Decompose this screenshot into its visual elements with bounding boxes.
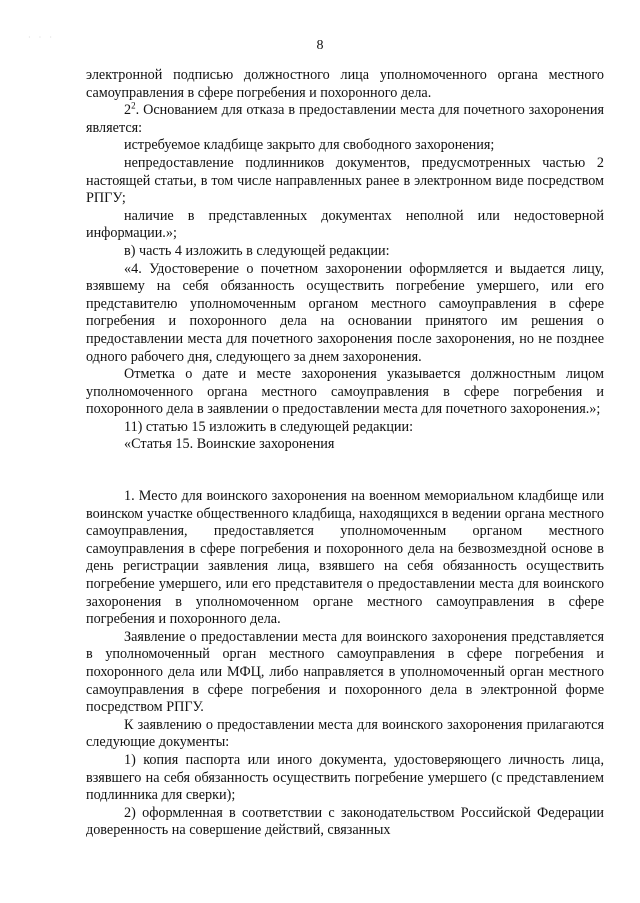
paragraph-article-2-2 [86, 102, 604, 137]
paragraph-part-4-text: «4. Удостоверение о почетном захоронении оформляется и выдается лицу, взявшему на себя обязанность осуществить погребение умершего, или его представителю уполномоченным органом местного самоуправления в сфере погребения и похоронного дела на основании принятого им решения о предоставлении места для почетного захоронения после захоронения, но не позднее одного рабочего дня, следующего за днем захоронения. [86, 260, 604, 365]
paragraph-application-submission: Заявление о предоставлении места для воинского захоронения представляется в уполномоченный орган местного самоуправления в сфере погребения и похоронного дела или МФЦ, либо направляется в уполномоченный орган местного самоуправления в сфере погребения и похоронного дела в электронной форме посредством РПГУ. [86, 628, 604, 716]
paragraph-article-15-part-1: 1. Место для воинского захоронения на военном мемориальном кладбище или воинском участке общественного кладбища, находящихся в ведении органа местного самоуправления, предоставляется уполномоченным органом местного самоуправления в сфере погребения и похоронного дела на безвозмездной основе в день регистрации заявления лица, взявшего на себя обязанность осуществить погребение умершего, или его представителя о предоставлении места для воинского захоронения в уполномоченном органе местного самоуправления в сфере погребения и похоронного дела. [86, 488, 604, 628]
section-gap [86, 454, 604, 488]
paragraph-amendment-part-4: в) часть 4 изложить в следующей редакции: [124, 242, 390, 259]
paragraph-attached-documents: К заявлению о предоставлении места для воинского захоронения прилагаются следующие документы: [86, 716, 604, 751]
clause-superscript: 2 [131, 100, 136, 111]
paragraph-refusal-reason-1: истребуемое кладбище закрыто для свободного захоронения; [124, 137, 495, 154]
article-15-heading: «Статья 15. Воинские захоронения [124, 436, 335, 453]
paragraph-amendment-article-15: 11) статью 15 изложить в следующей редакции: [124, 418, 414, 435]
paragraph-refusal-reason-3: наличие в представленных документах неполной или недостоверной информации.»; [86, 207, 604, 242]
paragraph-refusal-reason-2: непредоставление подлинников документов, предусмотренных частью 2 настоящей статьи, в том числе направленных ранее в электронном виде посредством РПГУ; [86, 154, 604, 207]
paragraph-burial-mark: Отметка о дате и месте захоронения указывается должностным лицом уполномоченного органа местного самоуправления в сфере погребения и похоронного дела в заявлении о предоставлении места для почетного захоронения.»; [86, 366, 604, 418]
scan-artifact: · · · [28, 33, 55, 42]
list-item-passport-copy: 1) копия паспорта или иного документа, удостоверяющего личность лица, взявшего на себя обязанность осуществить погребение умершего (с представлением подлинника для сверки); [86, 751, 604, 804]
clause-number: 2 [124, 102, 132, 119]
page-number: 8 [316, 38, 324, 53]
paragraph-continuation: электронной подписью должностного лица уполномоченного органа местного самоуправления в сфере погребения и похоронного дела. [86, 67, 604, 101]
clause-text: . Основанием для отказа в предоставлении места для почетного захоронения является: [86, 102, 604, 136]
list-item-power-of-attorney: 2) оформленная в соответствии с законодательством Российской Федерации доверенность на совершение действий, связанных [86, 804, 604, 839]
document-body [86, 67, 604, 840]
